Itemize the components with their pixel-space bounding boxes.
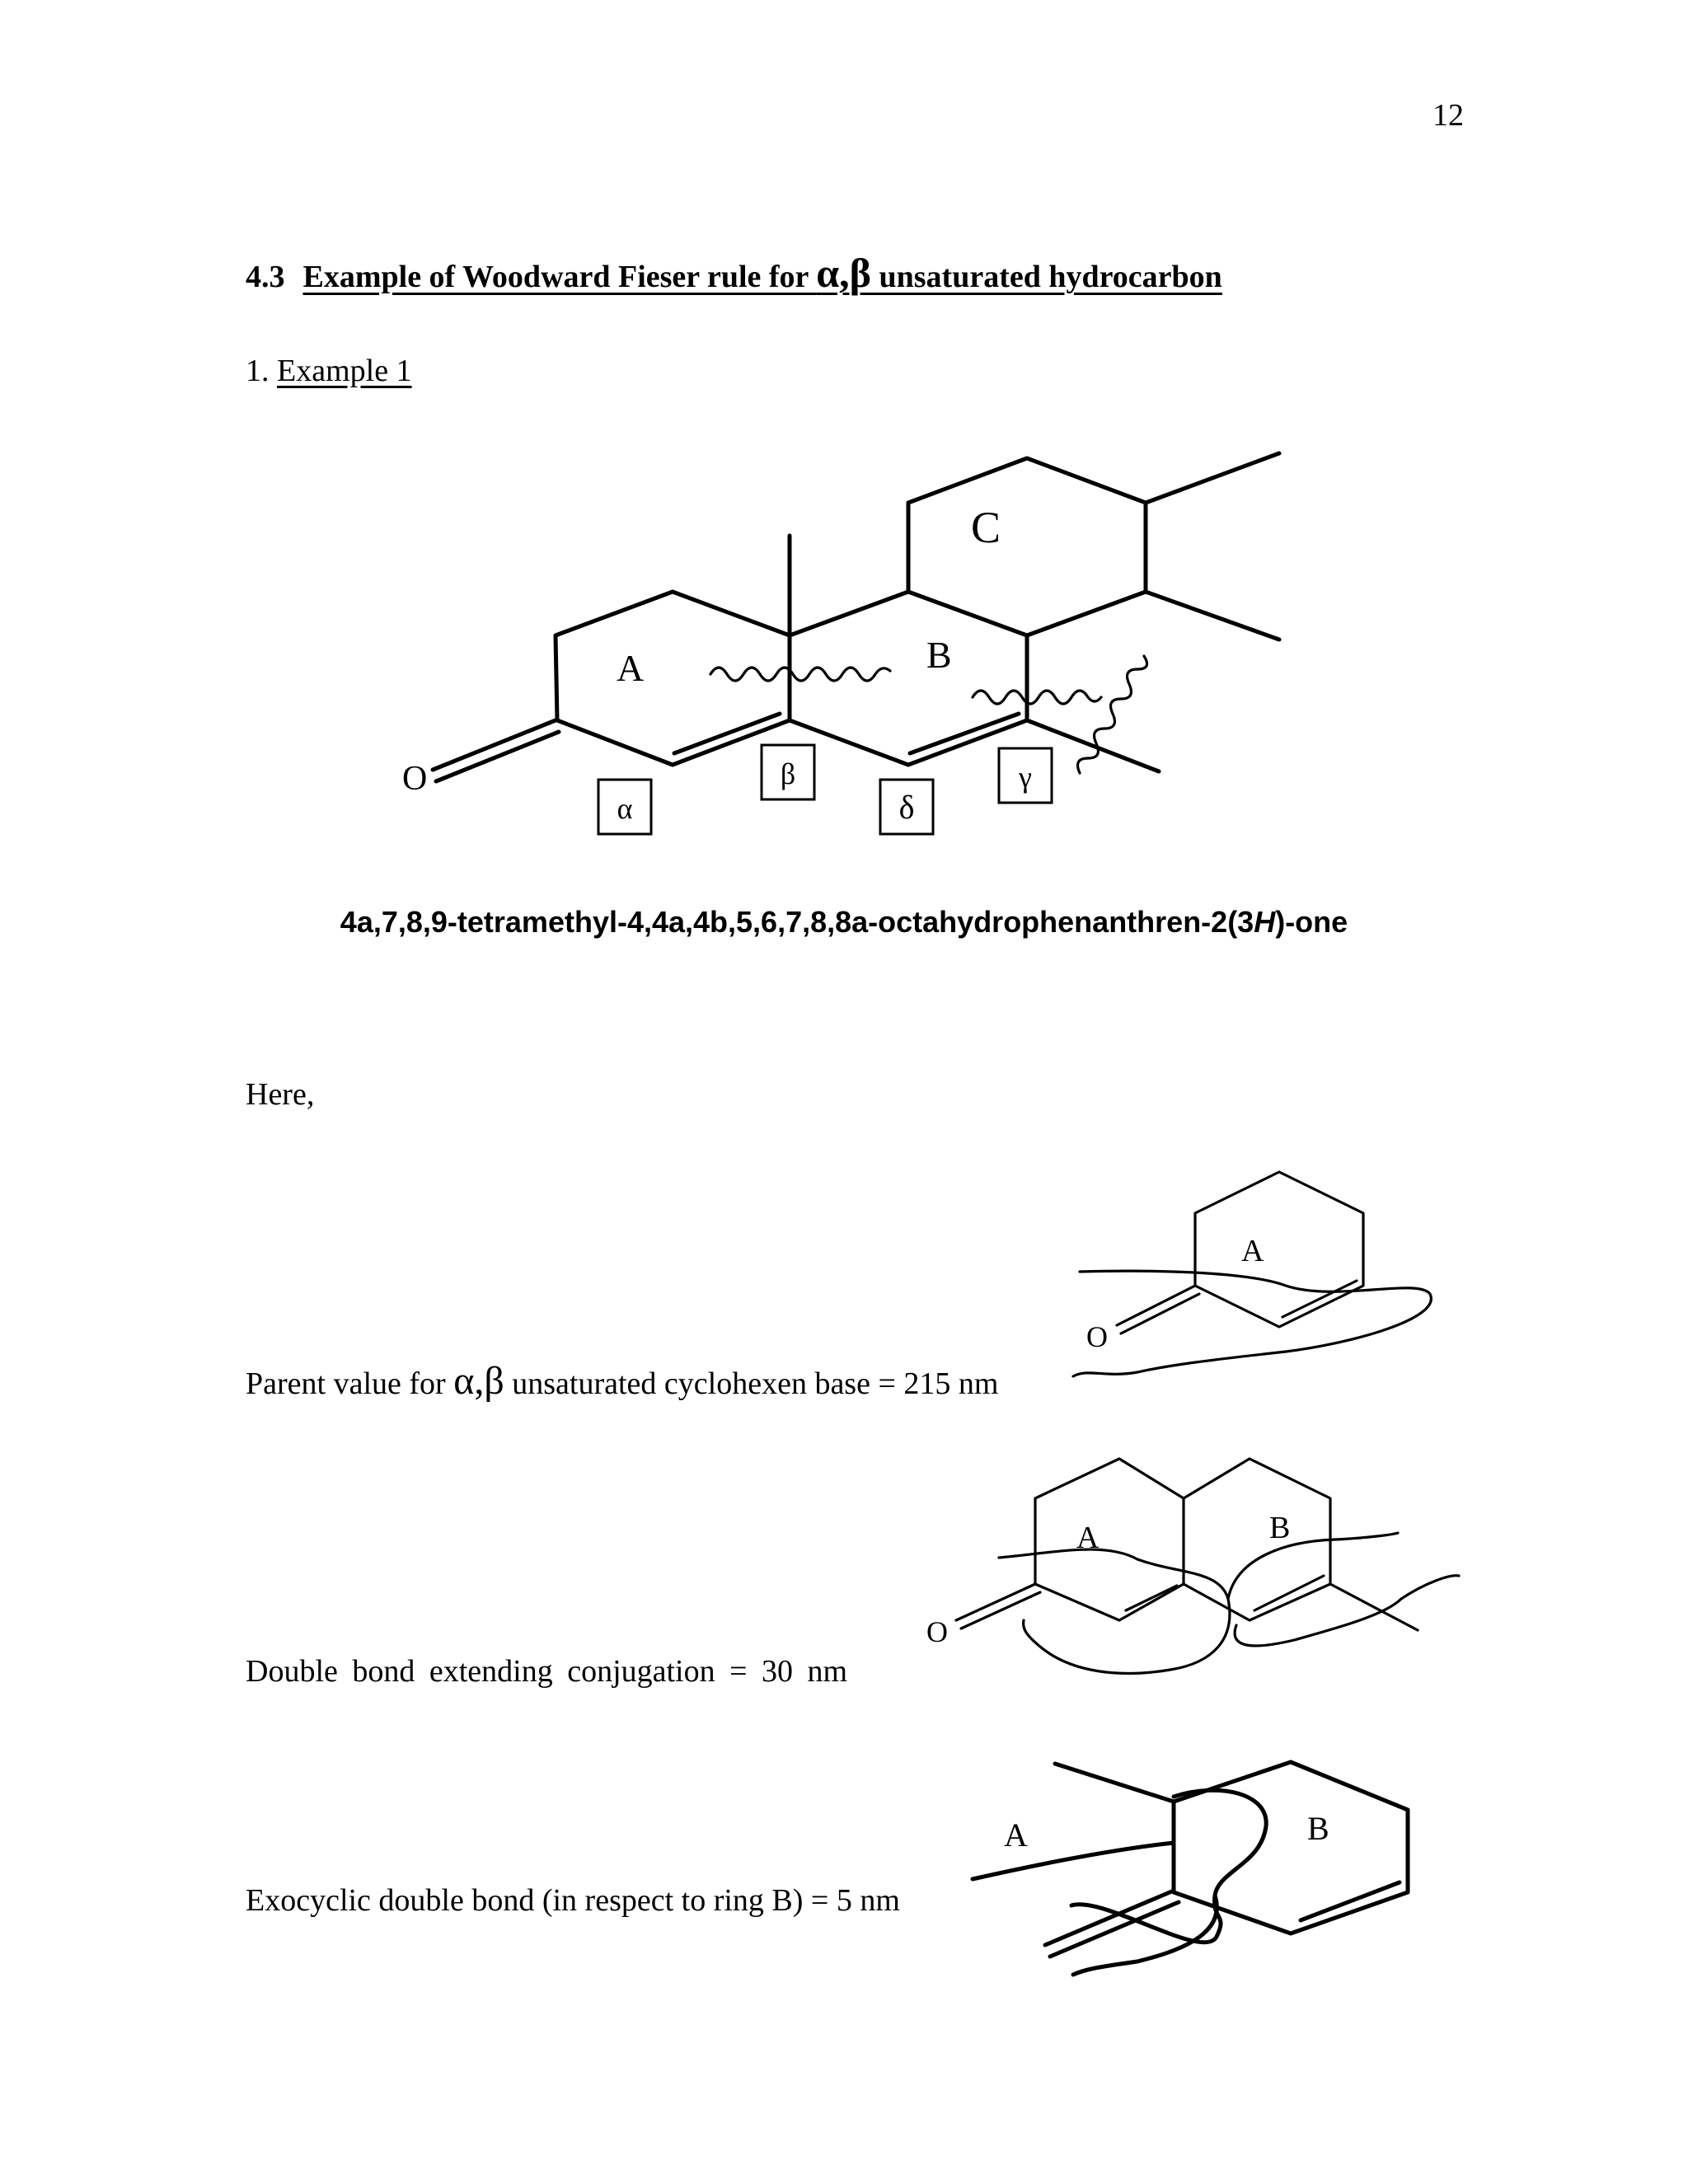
fragment-2-loop <box>999 1533 1459 1673</box>
parent-value-line <box>246 1358 998 1404</box>
fragment-3-methyl <box>1055 1764 1174 1802</box>
fragment-1-double-bond <box>1282 1281 1357 1317</box>
example-index: 1. <box>246 354 277 388</box>
fragment-1-ring <box>1195 1172 1363 1327</box>
methyl-c-bottom <box>1146 592 1279 640</box>
ring-c-label: C <box>971 503 1001 552</box>
fragment-3-ring-a-label: A <box>1004 1816 1028 1854</box>
section-title-part-2: unsaturated hydrocarbon <box>870 260 1222 294</box>
carbonyl-bond-1 <box>433 720 556 770</box>
page-number: 12 <box>1432 98 1464 133</box>
fragment-3-ring-b <box>1174 1762 1408 1933</box>
fragment-3-exocyclic-bond-1 <box>1045 1891 1174 1945</box>
fragment-1-ring-label: A <box>1241 1234 1264 1268</box>
here-label: Here, <box>246 1077 315 1112</box>
fragment-2-carbonyl-1 <box>956 1584 1035 1620</box>
fragment-1-loop <box>1073 1271 1431 1376</box>
fragment-2-oxygen: O <box>926 1615 948 1648</box>
fragment-1-carbonyl-1 <box>1117 1286 1195 1325</box>
compound-name-suffix: )-one <box>1275 905 1348 939</box>
section-number: 4.3 <box>246 260 285 294</box>
fragment-2-carbonyl-2 <box>961 1592 1040 1629</box>
fragment-exocyclic <box>973 1762 1408 1975</box>
main-structure <box>402 453 1279 834</box>
oxygen-label: O <box>402 760 428 798</box>
fragment-1-carbonyl-2 <box>1121 1294 1199 1333</box>
fragment-3-ring-b-label: B <box>1307 1810 1329 1847</box>
parent-value-greek: α,β <box>453 1359 504 1403</box>
parent-value-text-1: Parent value for <box>246 1366 454 1401</box>
compound-name <box>0 905 1688 940</box>
alpha-label: α <box>617 792 633 825</box>
ring-a-bonds <box>556 592 790 765</box>
wavy-mark-ring-a <box>710 668 890 681</box>
fragment-2-double-bond-a <box>1126 1586 1177 1610</box>
section-title-greek: α,β <box>816 250 871 296</box>
ring-a-label: A <box>617 647 645 689</box>
fragment-conjugation <box>926 1459 1459 1673</box>
compound-name-italic: H <box>1254 905 1276 939</box>
fragment-2-ring-b <box>1184 1459 1330 1620</box>
fragment-3-ring-a-edge <box>973 1843 1174 1879</box>
wavy-mark-ring-b <box>973 691 1101 704</box>
ring-b-label: B <box>926 634 952 676</box>
parent-value-text-2: unsaturated cyclohexen base = 215 nm <box>504 1366 999 1401</box>
gamma-label: γ <box>1019 761 1032 794</box>
example-label: Example 1 <box>277 354 412 388</box>
fragment-parent-ring <box>1073 1172 1431 1376</box>
carbonyl-bond-2 <box>436 732 559 781</box>
fragment-2-substituent <box>1330 1584 1418 1630</box>
fragment-2-ring-b-label: B <box>1269 1511 1291 1545</box>
fragment-2-ring-a-label: A <box>1076 1521 1100 1555</box>
double-bond-line: Double bond extending conjugation = 30 nm <box>246 1654 848 1689</box>
fragment-2-ring-a <box>1035 1459 1184 1620</box>
beta-label: β <box>780 757 796 790</box>
fragment-3-loop <box>1071 1790 1266 1975</box>
methyl-c-top <box>1146 453 1279 503</box>
fragment-1-oxygen: O <box>1086 1320 1108 1353</box>
ring-b-bonds <box>790 592 1027 765</box>
compound-name-prefix: 4a,7,8,9-tetramethyl-4,4a,4b,5,6,7,8,8a-octahydrophenanthren-2(3 <box>340 905 1254 939</box>
section-title-part-1: Example of Woodward Fieser rule for <box>302 260 817 294</box>
exocyclic-line: Exocyclic double bond (in respect to ring B) = 5 nm <box>246 1883 900 1918</box>
ring-c-bonds <box>908 458 1146 635</box>
delta-label: δ <box>898 789 915 826</box>
